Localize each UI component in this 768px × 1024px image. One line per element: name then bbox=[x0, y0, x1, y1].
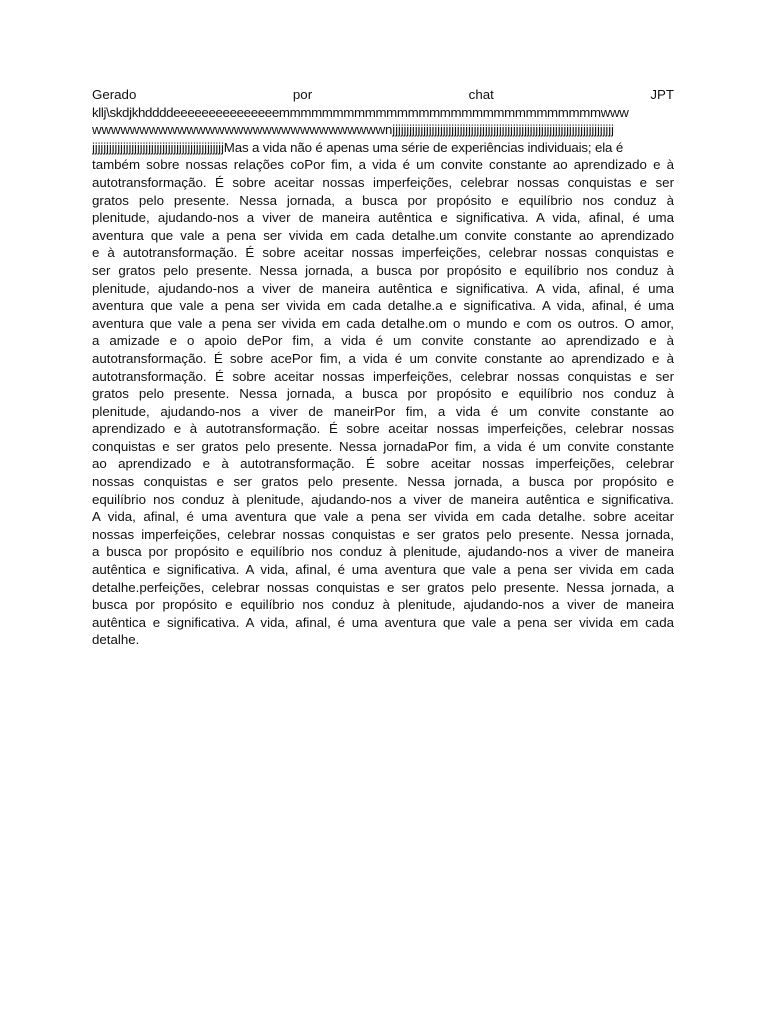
text-line: também sobre nossas relações coPor fim, a vida é um convite constante ao aprendizado e à bbox=[92, 157, 674, 173]
text-line: autotransformação. É sobre aceitar nossas imperfeições, celebrar nossas conquistas e ser bbox=[92, 174, 674, 190]
text-line: kllj\skdjkhddddeeeeeeeeeeeeeeemmmmmmmmmmmmmmmmmmmmmmmmmmmmmmwww bbox=[92, 104, 629, 120]
text-line: plenitude, ajudando-nos a viver de maneira autêntica e significativa. A vida, afinal, é uma bbox=[92, 210, 674, 226]
text-line: conquistas e ser gratos pelo presente. Nessa jornadaPor fim, a vida é um convite constante bbox=[92, 438, 674, 454]
text-line: ser gratos pelo presente. Nessa jornada, a busca por propósito e equilíbrio nos conduz à bbox=[92, 262, 674, 278]
text-line: nossas imperfeições, celebrar nossas conquistas e ser gratos pelo presente. Nessa jornada, bbox=[92, 526, 674, 542]
text-line: autêntica e significativa. A vida, afinal, é uma aventura que vale a pena ser vivida em cada bbox=[92, 614, 674, 630]
text-line: plenitude, ajudando-nos a viver de maneira autêntica e significativa. A vida, afinal, é uma bbox=[92, 280, 674, 296]
text-line: wwwwwwwwwwwwwwwwwwwwwwwwwwwwwwwnjjjjjjjjjjjjjjjjjjjjjjjjjjjjjjjjjjjjjjjjjjjjjjjjjjjjjjjjjjjjjjjjjjjjjjjjjjjjjjj bbox=[92, 122, 614, 138]
text-line: plenitude, ajudando-nos a viver de maneirPor fim, a vida é um convite constante ao bbox=[92, 403, 674, 419]
text-line: e à autotransformação. É sobre aceitar nossas imperfeições, celebrar nossas conquistas e bbox=[92, 245, 674, 261]
document-page bbox=[92, 86, 674, 649]
text-line: a amizade e o apoio dePor fim, a vida é um convite constante ao aprendizado e à bbox=[92, 333, 674, 349]
title-word: por bbox=[292, 87, 313, 102]
text-line: autêntica e significativa. A vida, afinal, é uma aventura que vale a pena ser vivida em cada bbox=[92, 562, 674, 578]
title-word: chat bbox=[468, 87, 494, 102]
title-line bbox=[92, 86, 674, 104]
text-line: gratos pelo presente. Nessa jornada, a busca por propósito e equilíbrio nos conduz à bbox=[92, 386, 674, 402]
text-line: ao aprendizado e à autotransformação. É sobre aceitar nossas imperfeições, celebrar bbox=[92, 456, 674, 472]
title-word: Gerado bbox=[92, 87, 137, 102]
text-line: detalhe. bbox=[92, 632, 140, 648]
text-line: busca por propósito e equilíbrio nos conduz à plenitude, ajudando-nos a viver de maneira bbox=[92, 597, 674, 613]
text-line: autotransformação. É sobre aceitar nossas imperfeições, celebrar nossas conquistas e ser bbox=[92, 368, 674, 384]
text-line: equilíbrio nos conduz à plenitude, ajudando-nos a viver de maneira autêntica e significativa. bbox=[92, 491, 674, 507]
text-line: autotransformação. É sobre acePor fim, a vida é um convite constante ao aprendizado e à bbox=[92, 350, 674, 366]
text-line: aventura que vale a pena ser vivida em cada detalhe.om o mundo e com os outros. O amor, bbox=[92, 315, 674, 331]
text-line: gratos pelo presente. Nessa jornada, a busca por propósito e equilíbrio nos conduz à bbox=[92, 192, 674, 208]
text-line: A vida, afinal, é uma aventura que vale a pena ser vivida em cada detalhe. sobre aceitar bbox=[92, 509, 674, 525]
text-line: a busca por propósito e equilíbrio nos conduz à plenitude, ajudando-nos a viver de maneira bbox=[92, 544, 674, 560]
text-line: nossas conquistas e ser gratos pelo presente. Nessa jornada, a busca por propósito e bbox=[92, 474, 674, 490]
text-line: aprendizado e à autotransformação. É sobre aceitar nossas imperfeições, celebrar nossas bbox=[92, 421, 674, 437]
text-line: aventura que vale a pena ser vivida em cada detalhe.a e significativa. A vida, afinal, é uma bbox=[92, 298, 674, 314]
title-word: JPT bbox=[650, 87, 674, 102]
text-line: detalhe.perfeições, celebrar nossas conquistas e ser gratos pelo presente. Nessa jornada, a bbox=[92, 579, 674, 595]
text-line: aventura que vale a pena ser vivida em cada detalhe.um convite constante ao aprendizado bbox=[92, 227, 674, 243]
text-line: jjjjjjjjjjjjjjjjjjjjjjjjjjjjjjjjjjjjjjjjjjjjjjjMas a vida não é apenas uma série de experiências individuais; ela é bbox=[92, 139, 624, 155]
